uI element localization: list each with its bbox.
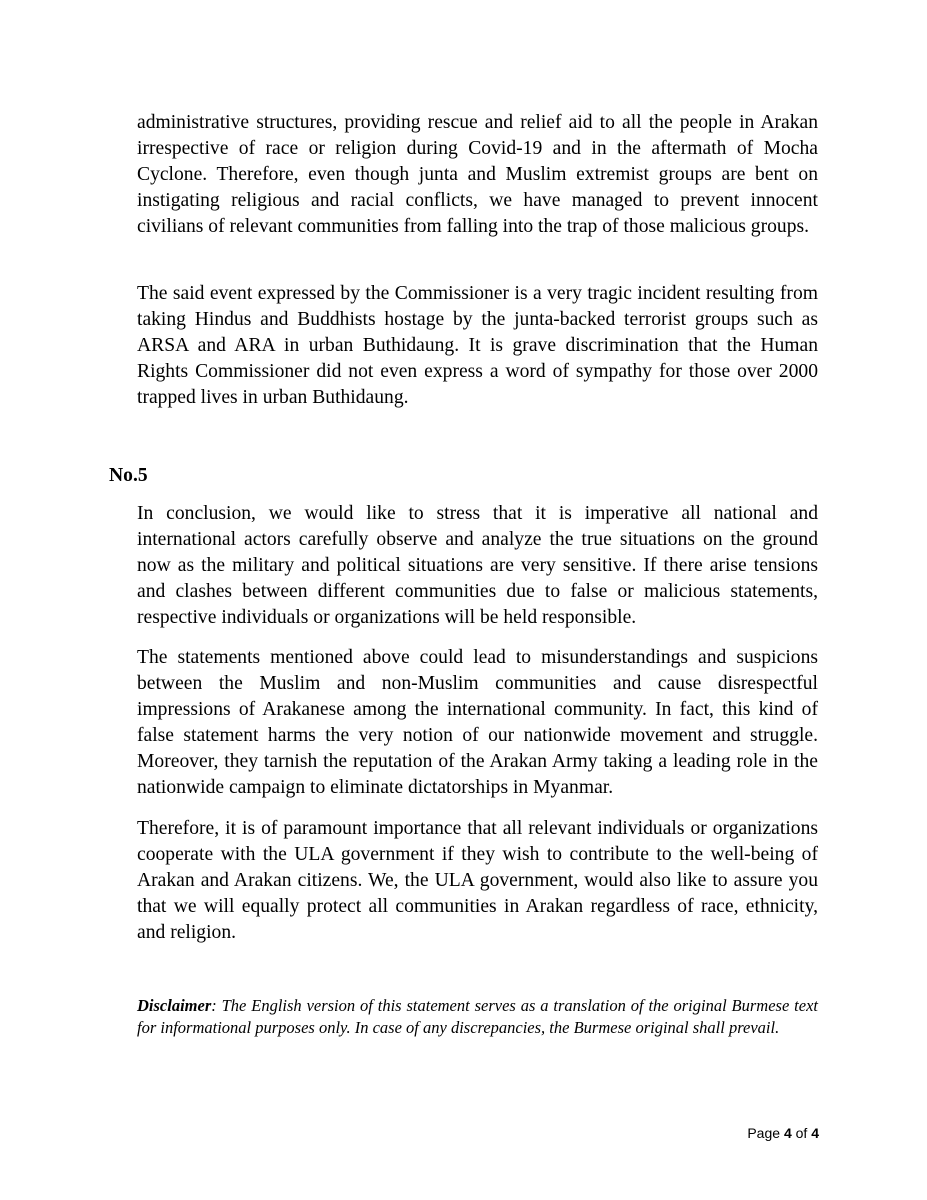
body-paragraph: administrative structures, providing rescue and relief aid to all the people in Arakan irrespective of race or religion during Covid-19 and in the aftermath of Mocha Cyclone. Therefore, even though junta and Muslim extremist groups are bent on instigating religious and racial conflicts, we have managed to prevent innocent civilians of relevant communities from falling into the trap of those malicious groups. xyxy=(137,112,818,237)
body-paragraph: Therefore, it is of paramount importance that all relevant individuals or organizations cooperate with the ULA government if they wish to contribute to the well-being of Arakan and Arakan citizens. We, the ULA government, would also like to assure you that we will equally protect all communities in Arakan regardless of race, ethnicity, and religion. xyxy=(137,818,818,943)
body-paragraph: The said event expressed by the Commissioner is a very tragic incident resulting from taking Hindus and Buddhists hostage by the junta-backed terrorist groups such as ARSA and ARA in urban Buthidaung. It is grave discrimination that the Human Rights Commissioner did not even express a word of sympathy for those over 2000 trapped lives in urban Buthidaung. xyxy=(137,283,818,408)
disclaimer-text: : The English version of this statement serves as a translation of the original Burmese text for informational purposes only. In case of any discrepancies, the Burmese original shall prevail. xyxy=(137,996,818,1037)
body-paragraph: The statements mentioned above could lead to misunderstandings and suspicions between the Muslim and non-Muslim communities and cause disrespectful impressions of Arakanese among the international community. In fact, this kind of false statement harms the very notion of our nationwide movement and struggle. Moreover, they tarnish the reputation of the Arakan Army taking a leading role in the nationwide campaign to eliminate dictatorships in Myanmar. xyxy=(137,647,818,798)
disclaimer-label: Disclaimer xyxy=(137,996,212,1015)
total-pages-number: 4 xyxy=(811,1125,819,1141)
body-paragraph: In conclusion, we would like to stress that it is imperative all national and international actors carefully observe and analyze the true situations on the ground now as the military and political situations are very sensitive. If there arise tensions and clashes between different communities due to false or malicious statements, respective individuals or organizations will be held responsible. xyxy=(137,503,818,628)
of-word: of xyxy=(795,1125,808,1141)
section-heading: No.5 xyxy=(109,465,148,486)
disclaimer xyxy=(137,995,818,1039)
page-number-footer xyxy=(747,1124,819,1142)
current-page-number: 4 xyxy=(783,1125,792,1141)
page-word: Page xyxy=(747,1125,781,1141)
